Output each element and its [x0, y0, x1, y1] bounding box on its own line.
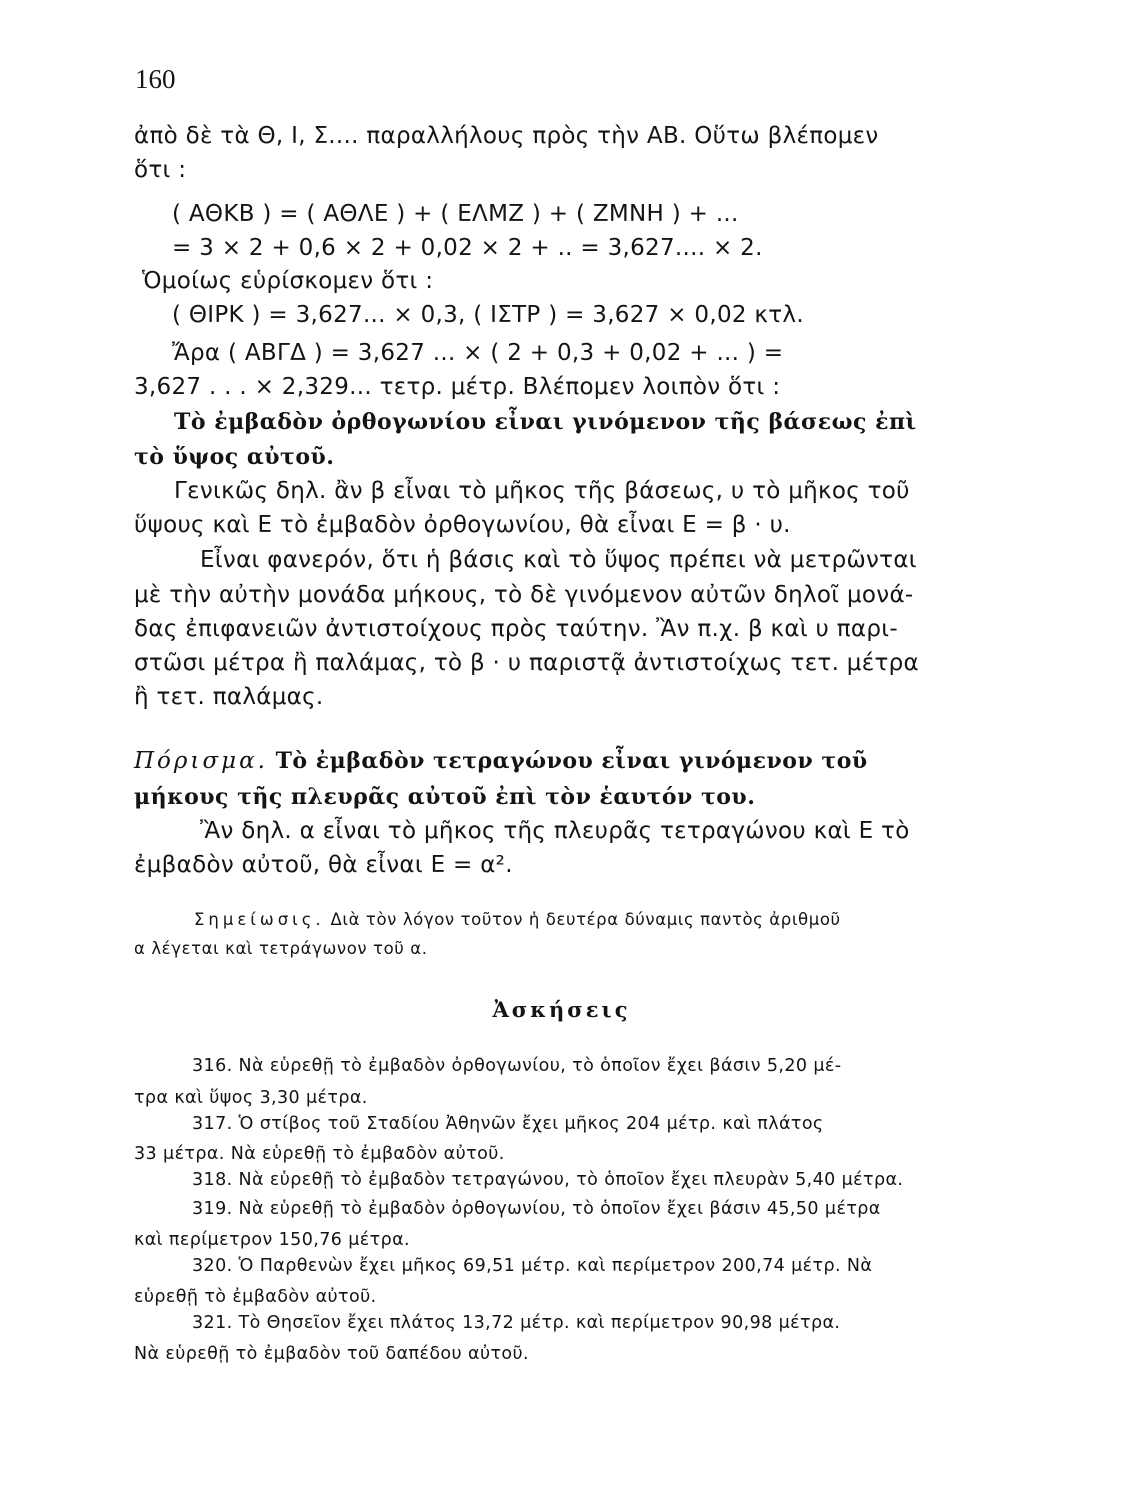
- exercise-line: Νὰ εὑρεθῇ τὸ ἐμβαδὸν τοῦ δαπέδου αὐτοῦ.: [134, 1344, 530, 1364]
- text-line: μὲ τὴν αὐτὴν μονάδα μήκους, τὸ δὲ γινόμενον αὐτῶν δηλοῖ μονά-: [134, 582, 914, 608]
- equation-line: ( ΑΘΚΒ ) = ( ΑΘΛΕ ) + ( ΕΛΜΖ ) + ( ΖΜΝΗ ) + ...: [172, 201, 739, 227]
- text-line: ἐμβαδὸν αὐτοῦ, θὰ εἶναι Ε = α².: [134, 852, 513, 878]
- text-line: ἢ τετ. παλάμας.: [134, 684, 324, 710]
- exercise-line: 318. Νὰ εὑρεθῇ τὸ ἐμβαδὸν τετραγώνου, τὸ ὁποῖον ἔχει πλευρὰν 5,40 μέτρα.: [192, 1170, 904, 1190]
- theorem-line: Τὸ ἐμβαδὸν ὀρθογωνίου εἶναι γινόμενον τῆς βάσεως ἐπὶ: [174, 409, 917, 435]
- theorem-line: τὸ ὕψος αὐτοῦ.: [134, 444, 335, 470]
- exercise-line: 317. Ὁ στίβος τοῦ Σταδίου Ἀθηνῶν ἔχει μῆκος 204 μέτρ. καὶ πλάτος: [192, 1114, 824, 1134]
- exercise-line: εὑρεθῇ τὸ ἐμβαδὸν αὐτοῦ.: [134, 1287, 377, 1307]
- text-line: Γενικῶς δηλ. ἂν β εἶναι τὸ μῆκος τῆς βάσεως, υ τὸ μῆκος τοῦ: [174, 478, 910, 504]
- note-label: Σημείωσις.: [194, 910, 325, 929]
- text-line: ὅτι :: [134, 157, 187, 183]
- note-line: α λέγεται καὶ τετράγωνον τοῦ α.: [134, 939, 428, 958]
- equation-line: = 3 × 2 + 0,6 × 2 + 0,02 × 2 + .. = 3,627.... × 2.: [172, 235, 763, 261]
- equation-line: ( ΘΙΡΚ ) = 3,627... × 0,3, ( ΙΣΤΡ ) = 3,627 × 0,02 κτλ.: [172, 302, 804, 328]
- exercise-line: 321. Τὸ Θησεῖον ἔχει πλάτος 13,72 μέτρ. καὶ περίμετρον 90,98 μέτρα.: [192, 1313, 841, 1333]
- text-line: Ὁμοίως εὑρίσκομεν ὅτι :: [142, 268, 434, 294]
- text-line: στῶσι μέτρα ἢ παλάμας, τὸ β · υ παριστᾷ ἀντιστοίχως τετ. μέτρα: [134, 650, 919, 676]
- exercise-line: 320. Ὁ Παρθενὼν ἔχει μῆκος 69,51 μέτρ. καὶ περίμετρον 200,74 μέτρ. Νὰ: [192, 1256, 873, 1276]
- text-line: ὕψους καὶ Ε τὸ ἐμβαδὸν ὀρθογωνίου, θὰ εἶναι Ε = β · υ.: [134, 512, 791, 538]
- exercises-heading: Ἀσκήσεις: [492, 997, 631, 1022]
- exercise-line: 33 μέτρα. Νὰ εὑρεθῇ τὸ ἐμβαδὸν αὐτοῦ.: [134, 1144, 505, 1164]
- text-line: ἀπὸ δὲ τὰ Θ, Ι, Σ.... παραλλήλους πρὸς τὴν ΑΒ. Οὕτω βλέπομεν: [134, 123, 879, 149]
- porisma-label: Πόρισμα.: [134, 748, 268, 774]
- equation-line: Ἄρα ( ΑΒΓΔ ) = 3,627 ... × ( 2 + 0,3 + 0,02 + ... ) =: [172, 340, 784, 366]
- text-line: 3,627 . . . × 2,329... τετρ. μέτρ. Βλέπομεν λοιπὸν ὅτι :: [134, 374, 781, 400]
- porisma-line: [134, 748, 868, 774]
- page-number: 160: [135, 64, 176, 94]
- exercise-line: καὶ περίμετρον 150,76 μέτρα.: [134, 1230, 410, 1250]
- porisma-line: μήκους τῆς πλευρᾶς αὐτοῦ ἐπὶ τὸν ἑαυτόν του.: [134, 784, 756, 810]
- note-line: [194, 910, 841, 929]
- text-line: Ἂν δηλ. α εἶναι τὸ μῆκος τῆς πλευρᾶς τετραγώνου καὶ Ε τὸ: [200, 818, 910, 844]
- text-line: δας ἐπιφανειῶν ἀντιστοίχους πρὸς ταύτην. Ἂν π.χ. β καὶ υ παρι-: [134, 616, 898, 642]
- exercise-line: τρα καὶ ὕψος 3,30 μέτρα.: [134, 1088, 368, 1108]
- exercise-line: 319. Νὰ εὑρεθῇ τὸ ἐμβαδὸν ὀρθογωνίου, τὸ ὁποῖον ἔχει βάσιν 45,50 μέτρα: [192, 1199, 881, 1219]
- porisma-text: Τὸ ἐμβαδὸν τετραγώνου εἶναι γινόμενον τοῦ: [275, 748, 868, 774]
- exercise-line: 316. Νὰ εὑρεθῇ τὸ ἐμβαδὸν ὀρθογωνίου, τὸ ὁποῖον ἔχει βάσιν 5,20 μέ-: [192, 1056, 842, 1076]
- text-line: Εἶναι φανερόν, ὅτι ἡ βάσις καὶ τὸ ὕψος πρέπει νὰ μετρῶνται: [200, 547, 917, 573]
- note-text: Διὰ τὸν λόγον τοῦτον ἡ δευτέρα δύναμις παντὸς ἀριθμοῦ: [330, 910, 841, 929]
